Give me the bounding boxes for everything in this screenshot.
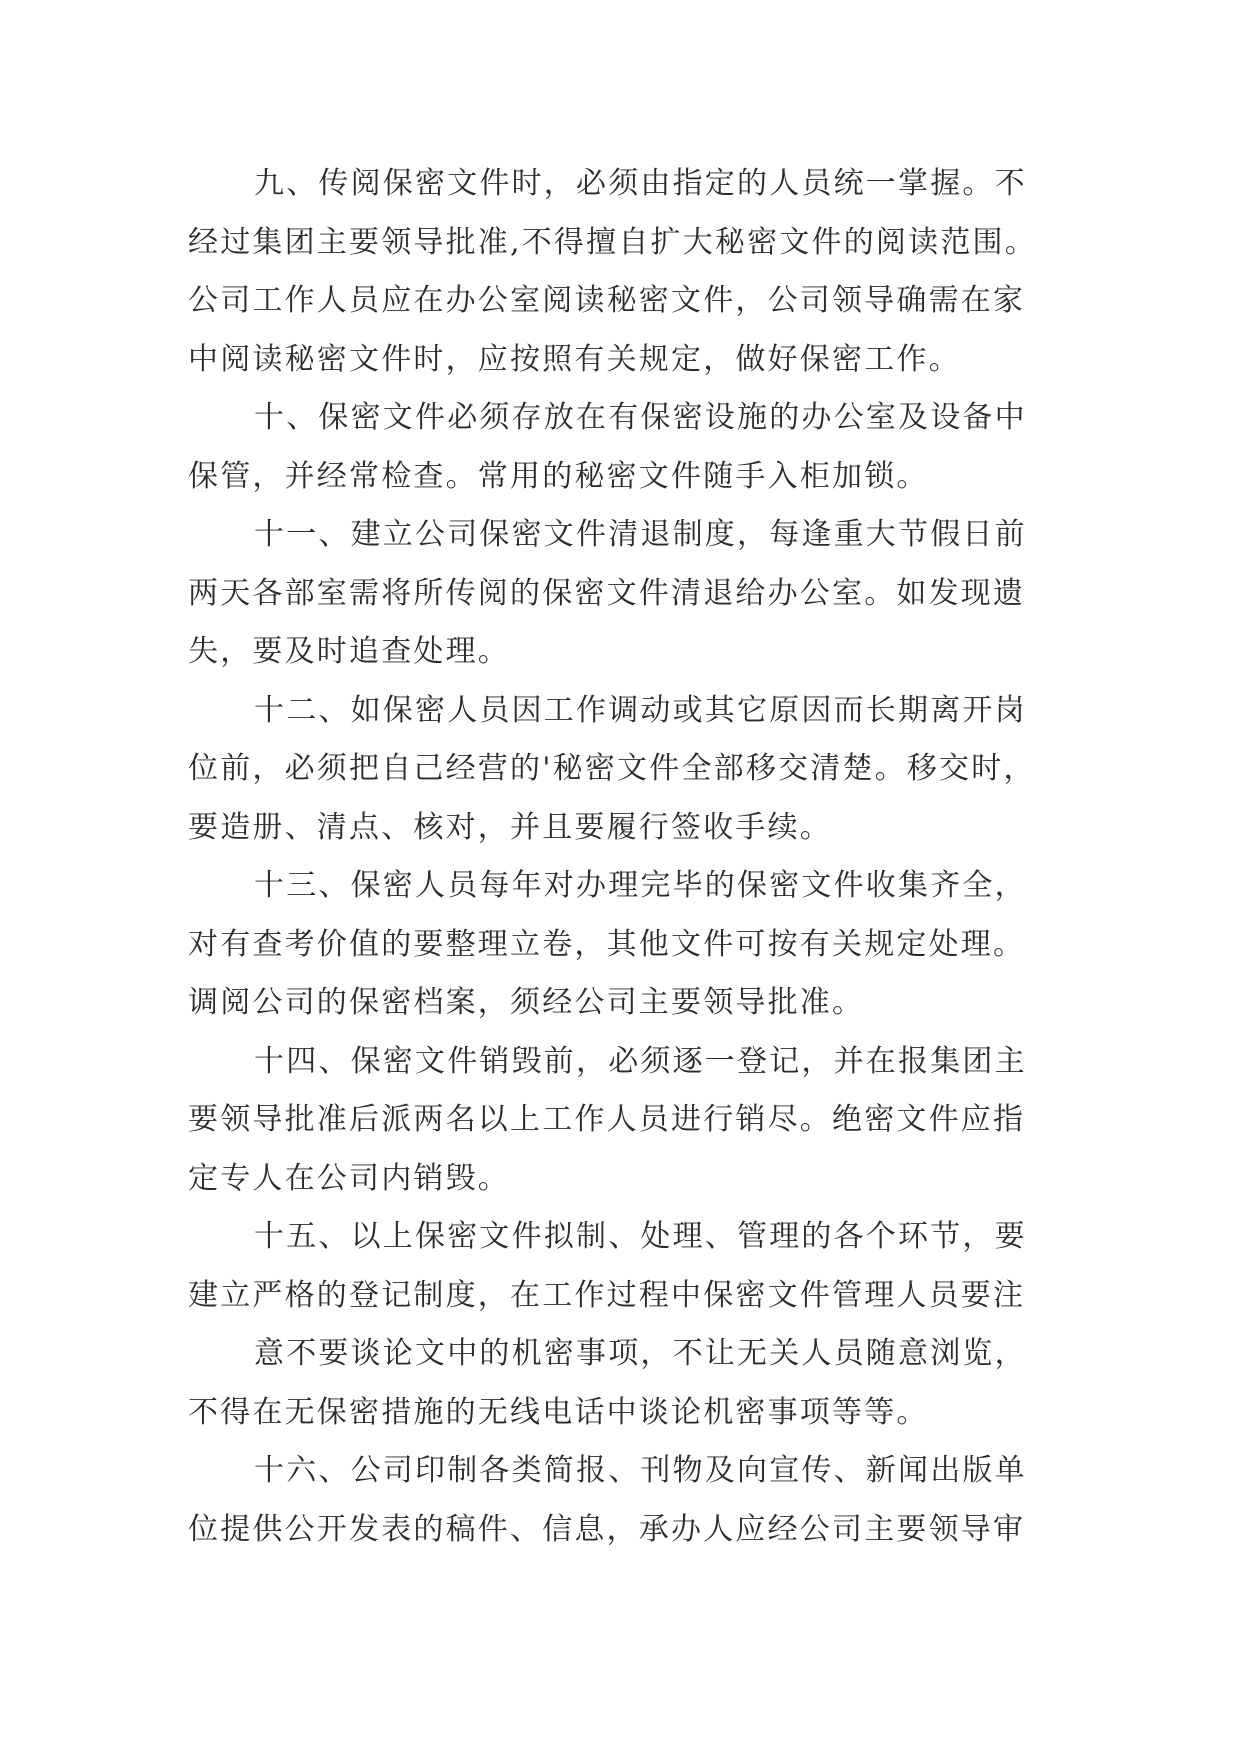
paragraph-12-line-3: 要造册、清点、核对，并且要履行签收手续。	[188, 809, 832, 845]
paragraph-9-line-1: 九、传阅保密文件时，必须由指定的人员统一掌握。不	[254, 166, 1027, 201]
paragraph-16-line-1: 十六、公司印制各类简报、刊物及向宣传、新闻出版单	[254, 1453, 1027, 1488]
paragraph-13-line-2: 对有查考价值的要整理立卷，其他文件可按有关规定处理。	[188, 926, 1026, 962]
paragraph-13-line-1: 十三、保密人员每年对办理完毕的保密文件收集齐全，	[254, 868, 1027, 903]
paragraph-15-line-3: 意不要谈论文中的机密事项，不让无关人员随意浏览，	[254, 1336, 1027, 1371]
paragraph-12-line-1: 十二、如保密人员因工作调动或其它原因而长期离开岗	[254, 692, 1027, 728]
paragraph-11-line-3: 失，要及时追查处理。	[188, 634, 510, 669]
paragraph-10-line-2: 保管，并经常检查。常用的秘密文件随手入柜加锁。	[188, 458, 929, 494]
paragraph-15-line-4: 不得在无保密措施的无线电话中谈论机密事项等等。	[188, 1394, 929, 1430]
paragraph-10-line-1: 十、保密文件必须存放在有保密设施的办公室及设备中	[254, 400, 1027, 435]
paragraph-11-line-1: 十一、建立公司保密文件清退制度，每逢重大节假日前	[254, 517, 1027, 552]
paragraph-16-line-2: 位提供公开发表的稿件、信息，承办人应经公司主要领导审	[188, 1511, 1026, 1547]
paragraph-15-line-2: 建立严格的登记制度，在工作过程中保密文件管理人员要注	[188, 1277, 1026, 1313]
paragraph-15-line-1: 十五、以上保密文件拟制、处理、管理的各个环节，要	[254, 1219, 1027, 1254]
paragraph-14-line-3: 定专人在公司内销毁。	[188, 1160, 510, 1196]
paragraph-9-line-2: 经过集团主要领导批准,不得擅自扩大秘密文件的阅读范围。	[188, 224, 1037, 260]
paragraph-11-line-2: 两天各部室需将所传阅的保密文件清退给办公室。如发现遗	[188, 575, 1026, 611]
document-body	[188, 155, 1088, 1559]
paragraph-14-line-1: 十四、保密文件销毁前，必须逐一登记，并在报集团主	[254, 1043, 1027, 1079]
paragraph-14-line-2: 要领导批准后派两名以上工作人员进行销尽。绝密文件应指	[188, 1102, 1026, 1137]
paragraph-12-line-2: 位前，必须把自己经营的'秘密文件全部移交清楚。移交时，	[188, 751, 1036, 786]
paragraph-9-line-3: 公司工作人员应在办公室阅读秘密文件，公司领导确需在家	[188, 283, 1026, 318]
paragraph-13-line-3: 调阅公司的保密档案，须经公司主要领导批准。	[188, 985, 865, 1020]
paragraph-9-line-4: 中阅读秘密文件时，应按照有关规定，做好保密工作。	[188, 341, 961, 377]
